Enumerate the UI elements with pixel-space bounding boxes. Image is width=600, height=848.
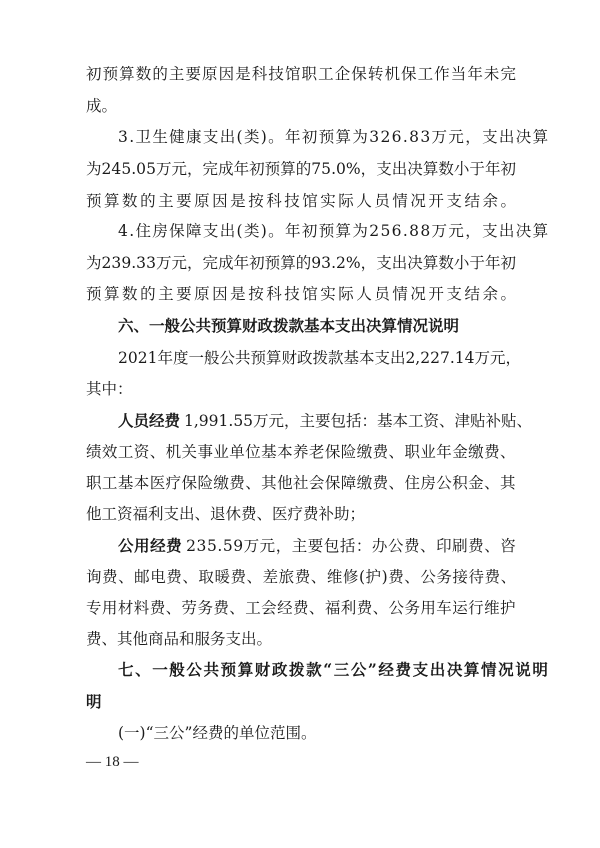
line-text: 4.住房保障支出(类)。年初预算为256.88万元，支出决算 (118, 222, 550, 240)
line-text: 3.卫生健康支出(类)。年初预算为326.83万元，支出决算 (118, 128, 550, 146)
line-text: 职工基本医疗保险缴费、其他社会保障缴费、住房公积金、其 (86, 474, 516, 492)
paragraph-line (86, 593, 516, 623)
line-text: 2021年度一般公共预算财政拨款基本支出2,227.14万元， (118, 349, 521, 367)
paragraph-line (118, 216, 549, 246)
paragraph-line (118, 343, 521, 373)
line-text: 初预算数的主要原因是科技馆职工企保转机保工作当年未完 (86, 65, 518, 83)
section-heading (118, 655, 549, 685)
line-text: 明 (86, 692, 102, 711)
paragraph-line (118, 122, 549, 152)
paragraph-line (118, 531, 516, 561)
paragraph-line (86, 59, 517, 89)
paragraph-line (86, 374, 133, 404)
paragraph-line (86, 279, 519, 309)
line-text: 为239.33万元，完成年初预算的93.2%，支出决算数小于年初 (86, 254, 517, 272)
paragraph-line (86, 624, 272, 654)
paragraph-line (86, 499, 365, 529)
term-description: 235.59万元，主要包括：办公费、印刷费、咨 (186, 537, 517, 555)
line-text: 六、一般公共预算财政拨款基本支出决算情况说明 (118, 316, 460, 335)
term-label: 公用经费 (118, 536, 183, 555)
line-text: 询费、邮电费、取暖费、差旅费、维修(护)费、公务接待费、 (86, 568, 517, 586)
section-heading (118, 311, 459, 341)
term-label: 人员经费 (118, 411, 181, 430)
line-text: 预算数的主要原因是按科技馆实际人员情况开支结余。 (86, 192, 519, 210)
line-text: (一)“三公”经费的单位范围。 (118, 724, 317, 742)
paragraph-line (86, 186, 519, 216)
line-text: 其中： (86, 380, 133, 398)
line-text: 费、其他商品和服务支出。 (86, 630, 273, 648)
line-text: 绩效工资、机关事业单位基本养老保险缴费、职业年金缴费、 (86, 443, 516, 461)
paragraph-line (86, 154, 516, 184)
line-text: 为245.05万元，完成年初预算的75.0%，支出决算数小于年初 (86, 160, 517, 178)
paragraph-line (86, 468, 516, 498)
paragraph-line (118, 406, 532, 436)
paragraph-line (118, 718, 316, 748)
page-number: — 18 — (86, 754, 139, 770)
paragraph-line (86, 562, 517, 592)
paragraph-line (86, 248, 516, 278)
line-text: 成。 (86, 97, 118, 115)
term-description: 1,991.55万元，主要包括：基本工资、津贴补贴、 (184, 412, 533, 430)
section-heading (86, 687, 102, 717)
line-text: 七、一般公共预算财政拨款“三公”经费支出决算情况说明 (118, 660, 550, 679)
line-text: 专用材料费、劳务费、工会经费、福利费、公务用车运行维护 (86, 599, 516, 617)
paragraph-line (86, 437, 516, 467)
paragraph-line (86, 91, 117, 121)
line-text: 预算数的主要原因是按科技馆实际人员情况开支结余。 (86, 285, 519, 303)
line-text: 他工资福利支出、退休费、医疗费补助； (86, 505, 366, 523)
